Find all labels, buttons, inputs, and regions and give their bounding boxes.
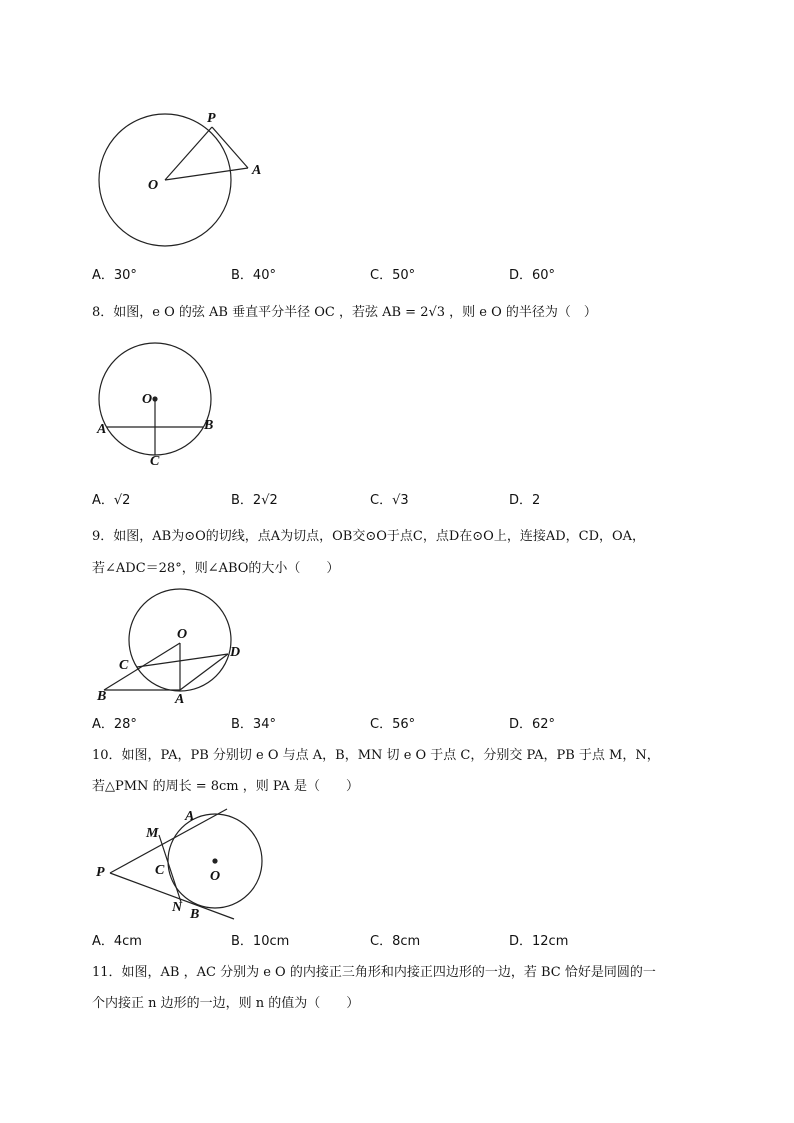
q9-label-a: A [175, 692, 185, 707]
q9-label-o: O [177, 627, 188, 642]
q10-option-a: A．4cm [92, 934, 142, 949]
q10-label-c: C [155, 863, 165, 878]
q7-option-c: C．50° [370, 268, 416, 283]
q7-option-a: A．30° [92, 268, 137, 283]
q7-line-oa [165, 168, 248, 180]
q10-label-p: P [96, 865, 105, 880]
q9-stem-line1: 9．如图，AB为⊙O的切线，点A为切点，OB交⊙O于点C，点D在⊙O上，连接AD，CD，OA， [92, 529, 646, 544]
q7-label-p: P [207, 111, 216, 126]
q9-option-d: D．62° [509, 717, 556, 732]
q8-option-a: A．√2 [92, 493, 131, 508]
q9-figure [104, 589, 231, 691]
q8-label-o: O [142, 392, 153, 407]
q7-option-d: D．60° [509, 268, 556, 283]
q10-option-d: D．12cm [509, 934, 569, 949]
q8-label-b: B [204, 418, 214, 433]
q10-option-b: B．10cm [231, 934, 290, 949]
q7-label-o: O [148, 178, 159, 193]
q8-stem: 8．如图，e O 的弦 AB 垂直平分半径 OC ，若弦 AB = 2√3 ，则 e O 的半径为（ ） [92, 305, 597, 320]
q9-label-c: C [119, 658, 129, 673]
q10-label-o: O [210, 869, 221, 884]
q11-stem-line1: 11．如图，AB ，AC 分别为 e O 的内接正三角形和内接正四边形的一边，若 BC 恰好是同圆的一 [92, 965, 656, 980]
q9-label-b: B [97, 689, 107, 704]
q9-label-d: D [230, 645, 241, 660]
q10-option-c: C．8cm [370, 934, 421, 949]
q8-option-b: B．2√2 [231, 493, 278, 508]
q11-stem-line2: 个内接正 n 边形的一边，则 n 的值为（ ） [92, 996, 360, 1011]
q8-figure [99, 343, 214, 455]
q10-stem-line1: 10．如图，PA，PB 分别切 e O 与点 A，B，MN 切 e O 于点 C，分别交 PA，PB 于点 M，N， [92, 748, 660, 763]
q9-option-b: B．34° [231, 717, 276, 732]
q9-option-c: C．56° [370, 717, 416, 732]
q10-label-m: M [146, 826, 159, 841]
q10-stem-line2: 若△PMN 的周长 = 8cm ，则 PA 是（ ） [92, 779, 359, 794]
q10-label-b: B [190, 907, 200, 922]
q8-label-a: A [97, 422, 107, 437]
q9-option-a: A．28° [92, 717, 137, 732]
q8-option-c: C．√3 [370, 493, 409, 508]
q9-stem-line2: 若∠ADC＝28°，则∠ABO的大小（ ） [92, 561, 340, 576]
q8-center-dot [153, 397, 157, 401]
q8-option-d: D．2 [509, 493, 541, 508]
q10-center-dot [213, 859, 217, 863]
q7-line-op [165, 127, 212, 180]
q7-option-b: B．40° [231, 268, 276, 283]
q10-label-a: A [185, 809, 195, 824]
q7-line-pa [212, 127, 248, 168]
q10-label-n: N [172, 900, 183, 915]
q7-label-a: A [252, 163, 262, 178]
q8-label-c: C [150, 454, 160, 469]
q10-figure [110, 809, 262, 919]
q7-figure [99, 111, 248, 246]
